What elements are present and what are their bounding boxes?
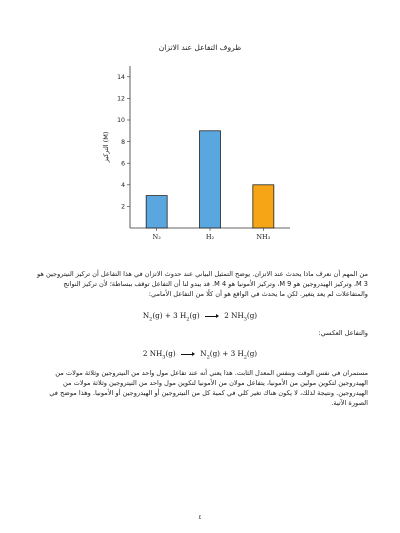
bar-chart-svg — [0, 0, 400, 260]
equilibrium-chart — [0, 0, 400, 260]
bar-0 — [146, 196, 167, 228]
intro-paragraph: من المهم أن نعرف ماذا يحدث عند الاتزان. يوضح التمثيل البياني عند حدوث الاتزان في هذا التفاعل أن تركيز النيتروجين هو 3 M، وتركيز الهيدروجين هو 9 M، وتركيز الأمونيا هو 4 M. قد يبدو لنا أن التفاعل توقف ببساطة؛ لأن تركيز النواتج والمتفاعلات لم يعد يتغير. لكن ما يحدث في الواقع هو أن كلًا من التفاعل الأمامي: — [37, 270, 368, 298]
reverse-reaction-equation: 2 $NH_3(g) N_2(g) + 3$ $H_2(g)$ — [142, 349, 258, 361]
y-tick-label: 10 — [117, 117, 125, 125]
x-tick-label: N₂ — [152, 233, 161, 241]
x-tick-label: H₂ — [205, 233, 215, 241]
chart-title: ظروف التفاعل عند الاتزان — [158, 43, 242, 52]
equilibrium-explanation-paragraph: مستمران في نفس الوقت وبنفس المعدل الثابت. هذا يعني أنه عند تفاعل مول واحد من النيتروجين وثلاثة مولات من الهيدروجين لتكوين مولين من الأمونيا، يتفاعل مولان من الأمونيا لتكوين مول واحد من النيتروجين وثلاثة مولات من الهيدروجين. ونتيجة لذلك، لا يكون هناك تغير كلي في كمية كل من النيتروجين أو الهيدروجين أو الأمونيا. وهذا موضح في الصورة الآتية. — [49, 369, 368, 407]
bar-2 — [253, 185, 274, 228]
x-tick-label: NH₃ — [256, 233, 271, 241]
y-tick-label: 14 — [117, 74, 125, 81]
reverse-reaction-label: والتفاعل العكسي: — [318, 329, 368, 337]
forward-reaction-equation: $N_2(g) + 3$ $H_2(g)$ 2 $NH_3(g)$ — [142, 311, 258, 323]
page-number: ٤ — [198, 514, 202, 521]
y-axis-label: التركيز (M) — [102, 131, 110, 163]
y-tick-label: 12 — [117, 95, 125, 103]
y-tick-label: 8 — [121, 138, 125, 146]
y-tick-label: 4 — [121, 182, 125, 189]
y-tick-label: 2 — [121, 203, 125, 211]
y-tick-label: 6 — [121, 160, 125, 168]
bar-1 — [200, 131, 221, 228]
